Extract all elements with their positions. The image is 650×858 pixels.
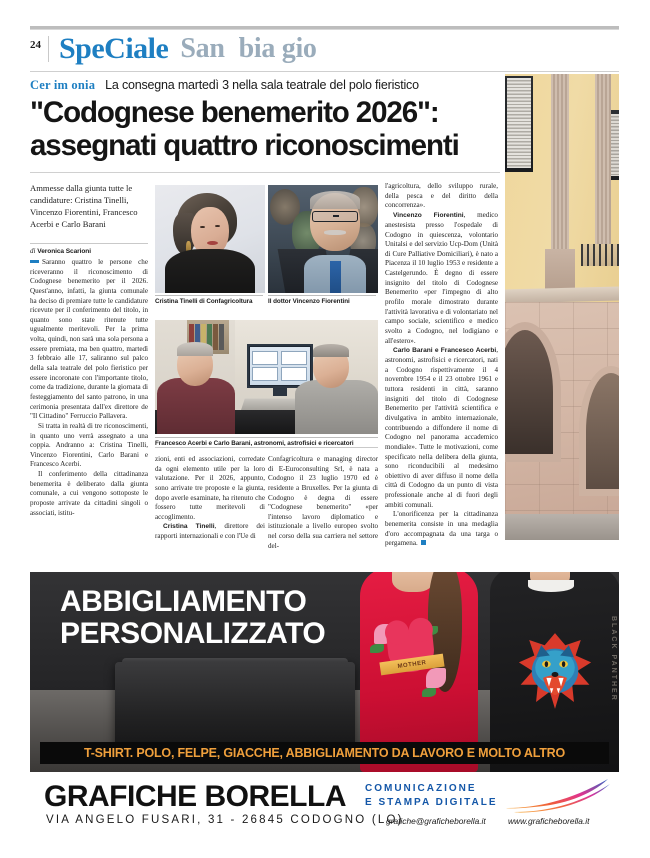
book xyxy=(213,324,218,350)
paragraph xyxy=(385,211,498,346)
man-left-hair xyxy=(177,342,213,356)
page-number: 24 xyxy=(30,38,41,51)
necktie-shape xyxy=(330,261,341,293)
feather-logo-icon xyxy=(504,778,612,814)
paragraph-text: Saranno quattro le persone che riceveranno il riconoscimento di Codognese benemerito per il 2026. Quest'anno, infatti, la giunta comunale ha deciso di premiare tutte le candidature ricevute per il conferimento del titolo, in quanto sono state ritenute tutte ugualmente meritevoli. Per la prima volta, quindi, non sarà una sola persona a essere premiata, ma ben quattro, martedì 3 febbraio alle 17, saliranno sul palco della sala teatrale del polo fieristico per essere incoronate con l'importante titolo, come da tradizione, durante la giornata di festeggiamento del santo patrono, in una cerimonia presentata dall'ex direttore de "Il Cittadino" Ferruccio Pallavera. xyxy=(30,258,148,421)
hoodie-side-text: BLACK PANTHER xyxy=(610,616,617,702)
man-left-torso xyxy=(157,378,235,434)
advertisement[interactable] xyxy=(30,572,619,837)
end-square-icon xyxy=(421,540,426,545)
book xyxy=(219,324,224,350)
paragraph xyxy=(385,510,498,549)
headline-line-2: assegnati quattro riconoscimenti xyxy=(30,129,459,163)
caption-rule xyxy=(268,295,376,296)
hair-shape xyxy=(310,191,360,209)
headline-rule xyxy=(30,172,500,173)
window-shutter-left xyxy=(507,78,531,168)
kicker-label: Cer im onia xyxy=(30,78,96,92)
article-headline xyxy=(30,96,512,162)
ad-headline-line-1: ABBIGLIAMENTO xyxy=(60,585,307,618)
masthead-subtitle-2: bia gio xyxy=(238,33,317,64)
ad-headline xyxy=(60,586,460,651)
man-right-torso xyxy=(295,380,378,434)
paragraph-text: , astronomi, astrofisici e ricercatori, nati a Codogno rispettivamente il 4 novembre 1954 e il 23 ottobre 1961 e tuttora residenti in città, saranno insigniti del titolo di Codognese Benemerito per l'attività scientifica e divulgativa in ambito internazionale, contribuendo a diffondere il nome di Codogno nel panorama accademico mondiale». Tutte le motivazioni, come specificato nella delibera della giunta, sono riconducibili al medesimo obiettivo di aver diffuso il nome della città di Codogno da un punto di vista professionale anche al di fuori degli ambiti comunali. xyxy=(385,346,498,509)
ad-tagline-line-1: COMUNICAZIONE xyxy=(365,783,477,794)
ad-email[interactable]: grafiche@graficheborella.it xyxy=(386,816,486,826)
photo-vincenzo-fiorentini xyxy=(268,185,378,293)
photo-caption-3: Francesco Acerbi e Carlo Barani, astronomi, astrofisici e ricercatori xyxy=(155,440,354,447)
panther-graphic-icon xyxy=(512,628,598,714)
caption-rule xyxy=(155,295,263,296)
byline-prefix: di xyxy=(30,247,36,255)
leaf-graphic xyxy=(422,688,436,697)
paragraph: l'agricoltura, dello sviluppo rurale, della pesca e del diritto della concorrenza». xyxy=(385,182,498,210)
paragraph-text: , direttore dei rapporti internazionali e con l'Ue di xyxy=(155,522,265,541)
masthead-title: SpeCiale xyxy=(59,32,169,65)
standfirst: Ammesse dalla giunta tutte le candidature: Cristina Tinelli, Vincenzo Fiorentini, Francesco Acerbi e Carlo Barani xyxy=(30,183,138,230)
masthead-bottom-rule xyxy=(30,71,619,72)
kicker-text: La consegna martedì 3 nella sala teatrale del polo fieristico xyxy=(105,78,419,92)
body-column-4 xyxy=(385,182,498,549)
monitor-screen xyxy=(250,347,310,385)
eyeglasses-icon xyxy=(312,211,358,222)
masthead-subtitle-1: San xyxy=(180,33,225,64)
moustache-shape xyxy=(324,230,346,235)
lips-shape xyxy=(207,241,218,245)
photo-cristina-tinelli xyxy=(155,185,265,293)
ad-footer xyxy=(30,772,619,837)
balcony-railing xyxy=(581,244,619,266)
start-square-icon xyxy=(30,260,39,264)
torso-shape xyxy=(165,249,255,293)
paragraph-text: L'onorificenza per la cittadinanza benemerita consiste in una medaglia d'oro accompagnata da una targa o pergamena. xyxy=(385,510,498,548)
paragraph-text: , medico anestesista presso l'ospedale di Codogno in quiescenza, volontario Unitalsi e del servizio Ucp-Dom (Unità di Cure Palliative Domiciliari), è nato a Piacenza il 10 luglio 1953 e residente a Castelgerundo. È degno di essere insignito del titolo di Codognese Benemerito «per l'impegno di alto profilo morale dimostrato durante l'attività lavorativa e di volontariato nel campo sociale, scientifico e medico svolto a Codogno, nel lodigiano e all'estero». xyxy=(385,210,498,345)
screen-panel xyxy=(252,351,278,365)
model-man-collar xyxy=(528,580,574,592)
ad-product-strip xyxy=(40,742,609,764)
photo-caption-2: Il dottor Vincenzo Fiorentini xyxy=(268,298,350,305)
paragraph xyxy=(155,522,265,542)
person-name: Carlo Barani e Francesco Acerbi xyxy=(393,347,497,355)
photo-acerbi-barani xyxy=(155,320,378,434)
screen-panel xyxy=(281,367,307,381)
screen-panel xyxy=(281,351,307,365)
headline-line-1: "Codognese benemerito 2026": xyxy=(30,96,439,129)
byline-rule xyxy=(30,243,148,244)
photo-caption-1: Cristina Tinelli di Confagricoltura xyxy=(155,298,253,305)
monitor-stand xyxy=(273,388,287,396)
paragraph xyxy=(385,346,498,510)
screen-panel xyxy=(252,367,278,381)
pavement xyxy=(505,514,619,540)
body-column-2 xyxy=(155,455,265,542)
ad-website[interactable]: www.graficheborella.it xyxy=(508,816,590,826)
person-name: Vincenzo Fiorentini xyxy=(393,211,464,219)
masthead xyxy=(30,32,619,66)
printer xyxy=(115,662,355,750)
ad-tagline-line-2: E STAMPA DIGITALE xyxy=(365,796,498,808)
masthead-top-rule xyxy=(30,26,619,29)
masthead-divider xyxy=(48,36,49,62)
column-rule xyxy=(155,447,378,448)
paragraph: Confagricoltura e managing director di E-Euroconsulting Srl, è nata a Codogno il 23 luglio 1970 ed è residente a Bruxelles. Per la giunta di Codogno è degna di essere "Codognese benemerito" «per l'intenso lavoro diplomatico e istituzionale a livello europeo svolto nel corso della sua carriera nel settore del- xyxy=(268,455,378,550)
banner-text: MOTHER xyxy=(397,659,427,670)
pilaster-1 xyxy=(551,74,569,264)
photo-building-facade xyxy=(505,74,619,540)
ad-photo xyxy=(30,572,619,772)
paragraph xyxy=(30,258,148,422)
flower-graphic xyxy=(426,668,446,688)
pilaster-2 xyxy=(595,74,611,244)
byline xyxy=(30,247,148,255)
body-column-3 xyxy=(268,455,378,551)
kicker xyxy=(30,78,500,93)
paragraph: Il conferimento della cittadinanza benemerita è deliberato dalla giunta comunale, a cui vengono sottoposte le proposte arrivate da cittadini singoli o associati, istitu- xyxy=(30,470,148,517)
paragraph: Si tratta in realtà di tre riconoscimenti, in quanto uno verrà assegnato a una coppia. Andranno a: Cristina Tinelli, Vincenzo Fiorentini, Carlo Barani e Francesco Acerbi. xyxy=(30,421,148,469)
caption-rule xyxy=(155,437,378,438)
byline-author: Veronica Scarioni xyxy=(37,248,91,255)
ad-headline-line-2: PERSONALIZZATO xyxy=(60,617,326,651)
ad-tagline xyxy=(365,782,498,809)
person-name: Cristina Tinelli xyxy=(163,523,215,531)
man-right-hair xyxy=(313,344,349,357)
ad-strip-text: T-SHIRT. POLO, FELPE, GIACCHE, ABBIGLIAMENTO DA LAVORO E MOLTO ALTRO xyxy=(83,746,566,760)
ad-address: VIA ANGELO FUSARI, 31 - 26845 CODOGNO (LO) xyxy=(46,814,404,826)
body-column-1 xyxy=(30,258,148,518)
cornice xyxy=(505,287,619,304)
ad-brand-name: GRAFICHE BORELLA xyxy=(44,780,346,813)
paragraph: zioni, enti ed associazioni, corredate da ogni elemento utile per la loro valutazione. Per il 2026, appunto, sono arrivate tre proposte e la giunta, dopo averle esaminate, ha ritenuto che fossero tutte meritevoli di accoglimento. xyxy=(155,455,265,521)
